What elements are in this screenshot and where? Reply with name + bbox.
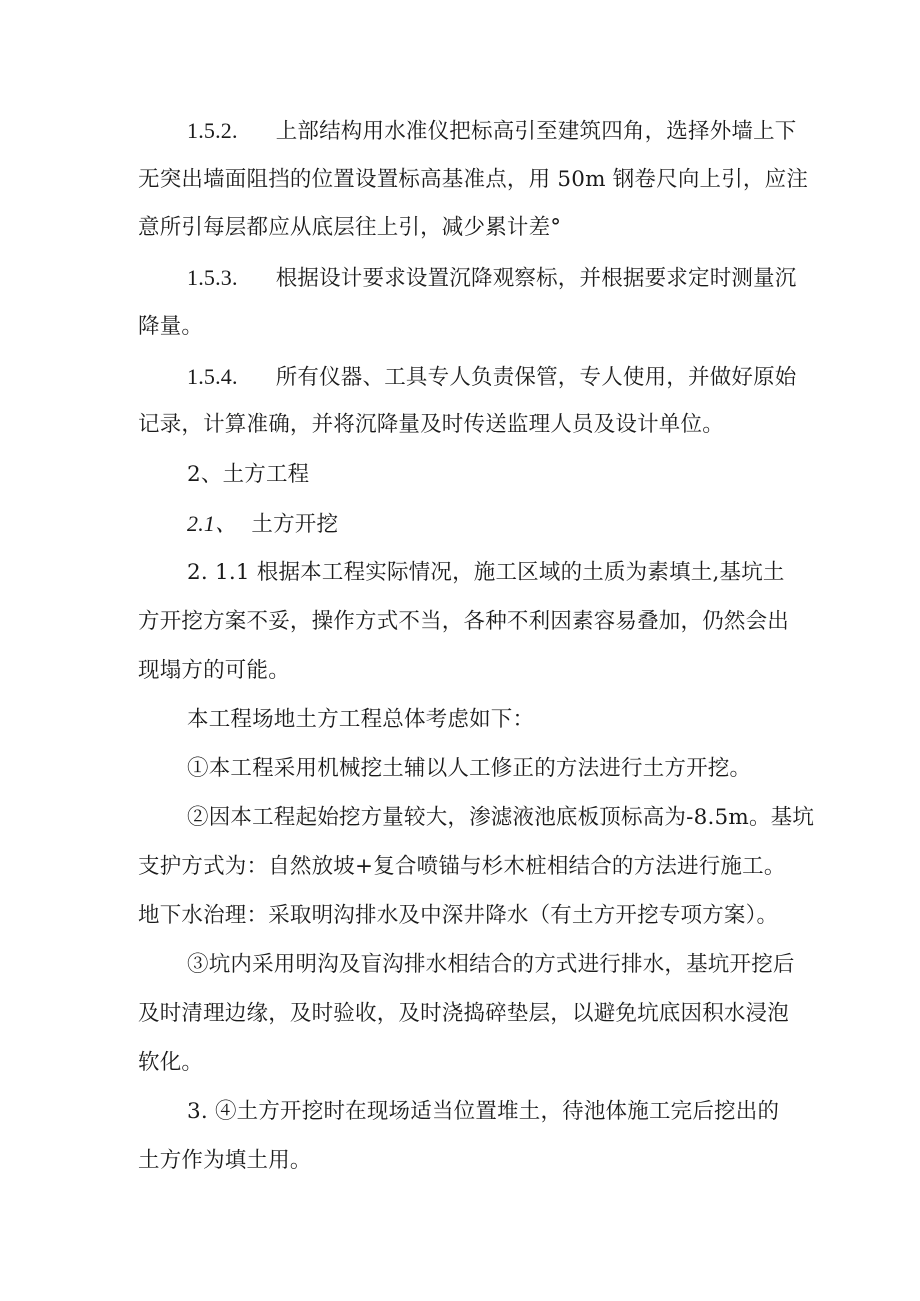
list-item-3-line-3: 软化。 (138, 1050, 204, 1075)
paragraph-1-5-3-line-2: 降量。 (138, 314, 204, 339)
list-item-3-line-2: 及时清理边缘，及时验收，及时浇捣碎垫层，以避免坑底因积水浸泡 (138, 1001, 790, 1026)
paragraph-2-1-1-line-3: 现塌方的可能。 (138, 658, 290, 683)
section-number: 1.5.2. (187, 118, 238, 143)
paragraph-1-5-2-line-3: 意所引每层都应从底层往上引，减少累计差° (138, 215, 562, 240)
list-item-4-line-2: 土方作为填土用。 (138, 1148, 312, 1173)
paragraph-1-5-3-line-1 (0, 264, 920, 293)
section-number: 1.5.3. (187, 265, 238, 290)
paragraph-1-5-2-line-2: 无突出墙面阻挡的位置设置标高基准点，用 50m 钢卷尺向上引，应注 (138, 167, 809, 192)
heading-earth-excavation (0, 510, 920, 539)
paragraph-text: 根据设计要求设置沉降观察标，并根据要求定时测量沉 (275, 266, 797, 291)
paragraph-2-1-1-line-2: 方开挖方案不妥，操作方式不当，各种不利因素容易叠加，仍然会出 (138, 609, 790, 634)
section-number: 2.1、 (187, 511, 238, 536)
list-item-4-line-1: 3. ④土方开挖时在现场适当位置堆土，待池体施工完后挖出的 (187, 1099, 780, 1124)
list-item-1: ①本工程采用机械挖土辅以人工修正的方法进行土方开挖。 (187, 756, 752, 781)
paragraph-1-5-4-line-1 (0, 363, 920, 392)
list-item-2-line-1: ②因本工程起始挖方量较大，渗滤液池底板顶标高为-8.5m。基坑 (187, 805, 815, 830)
section-number: 1.5.4. (187, 364, 238, 389)
list-item-3-line-1: ③坑内采用明沟及盲沟排水相结合的方式进行排水，基坑开挖后 (187, 952, 795, 977)
paragraph-text: 所有仪器、工具专人负责保管，专人使用，并做好原始 (275, 365, 797, 390)
list-item-2-line-2: 支护方式为：自然放坡+复合喷锚与杉木桩相结合的方法进行施工。 (138, 854, 786, 879)
paragraph-text: 上部结构用水准仪把标高引至建筑四角，选择外墙上下 (275, 119, 797, 144)
paragraph-2-1-1-line-1: 2. 1.1 根据本工程实际情况，施工区域的土质为素填土,基坑土 (187, 560, 785, 585)
list-item-2-line-3: 地下水治理：采取明沟排水及中深井降水（有土方开挖专项方案）。 (138, 903, 779, 928)
overall-consideration: 本工程场地土方工程总体考虑如下： (187, 707, 535, 732)
heading-earthwork: 2、土方工程 (187, 462, 310, 487)
paragraph-1-5-4-line-2: 记录，计算准确，并将沉降量及时传送监理人员及设计单位。 (138, 412, 724, 437)
paragraph-1-5-2-line-1 (0, 117, 920, 146)
heading-text: 土方开挖 (251, 512, 339, 537)
